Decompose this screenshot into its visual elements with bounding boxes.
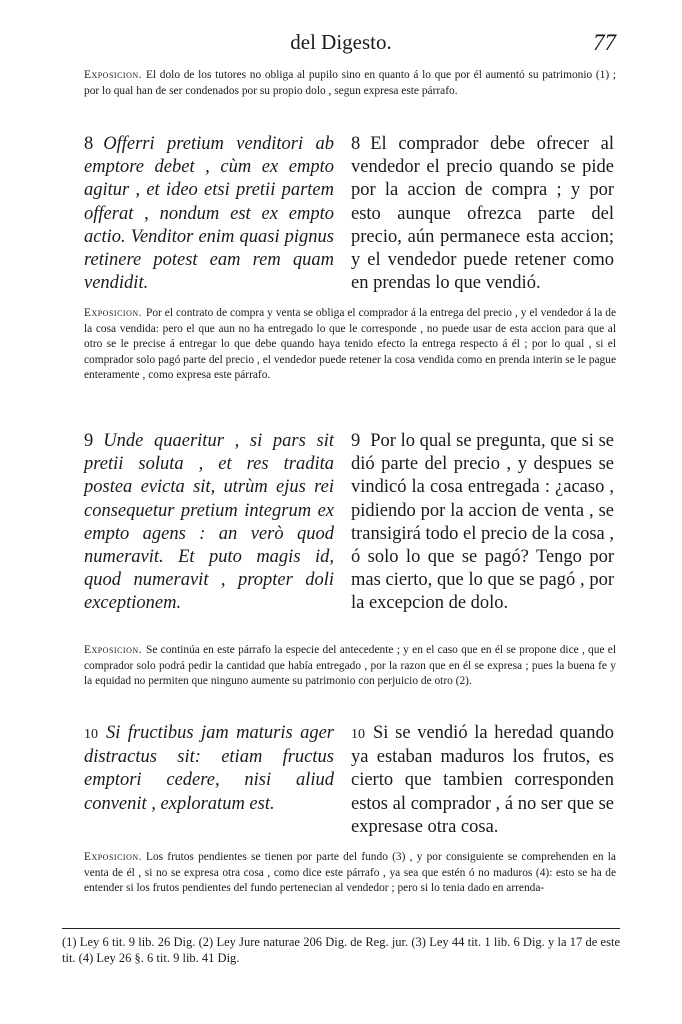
- exposicion-text: Se continúa en este párrafo la especie del antecedente ; y en el caso que en él se propone dice , que el comprador solo podrá pedir la cantidad que había entregado , por la razon que en él se expresa ; pues la buena fe y la equidad no permiten que ninguno aumente su patrimonio con perjuicio de otro (2).: [84, 644, 616, 687]
- latin-body: Si fructibus jam maturis ager distractus sit: etiam fructus emptori cedere, nisi aliud convenit , exploratum est.: [84, 723, 334, 814]
- spanish-text-9: [351, 430, 614, 616]
- spanish-section-number: 9: [351, 431, 361, 451]
- exposicion-paragraph-1: [84, 68, 616, 99]
- page-header: [66, 30, 616, 60]
- exposicion-paragraph-4: [84, 850, 616, 897]
- latin-body: Unde quaeritur , si pars sit pretii soluta , et res tradita postea evicta sit, utrùm ejus rei consequetur pretium integrum ex empto agens : an verò quod numeravit. Et puto magis id, quod numeravit , propter doli exceptionem.: [84, 431, 334, 614]
- exposicion-text: El dolo de los tutores no obliga al pupilo sino en quanto á lo que por él aumentó su patrimonio (1) ; por lo qual han de ser condenados por su propio dolo , segun expresa este párrafo.: [84, 69, 616, 97]
- footnotes: (1) Ley 6 tit. 9 lib. 26 Dig. (2) Ley Jure naturae 206 Dig. de Reg. jur. (3) Ley 44 tit. 1 lib. 6 Dig. y la 17 de este tit. (4) Ley 26 §. 6 tit. 9 lib. 41 Dig.: [62, 935, 620, 965]
- latin-section-number: 9: [84, 431, 94, 451]
- exposicion-text: Por el contrato de compra y venta se obliga el comprador á la entrega del precio , y el vendedor á la de la cosa vendida: pero el que aun no ha entregado lo que le corresponde , no puede usar de esta accion para que al otro se le precise á entregar lo que debe quando haya tenido efecto la entrega respecto á él ; por lo qual , si el comprador solo pagó parte del precio , el vendedor puede retener la cosa vendida como en prenda interin se le pague enteramente , como expresa este párrafo.: [84, 307, 616, 381]
- latin-section-number: 8: [84, 134, 94, 154]
- spanish-section-number: 10: [351, 727, 365, 742]
- spanish-body: Por lo qual se pregunta, que si se dió parte del precio , y despues se vindicó la cosa entregada : ¿acaso , pidiendo por la accion de venta , se transigirá todo el precio de la cosa , ó solo lo que se pagó? Tengo por mas cierto, que lo que se pagó , por la excepcion de dolo.: [351, 431, 615, 614]
- exposicion-paragraph-2: [84, 306, 616, 384]
- spanish-body: Si se vendió la heredad quando ya estaban maduros los frutos, es cierto que tambien corresponden estos al comprador , á no ser que se expresase otra cosa.: [351, 723, 614, 837]
- latin-text-9: [84, 430, 334, 616]
- latin-text-8: [84, 133, 334, 295]
- footnote-divider: [62, 928, 620, 929]
- latin-text-10: [84, 722, 334, 816]
- latin-section-number: 10: [84, 727, 98, 742]
- exposicion-label: Exposicion.: [84, 851, 142, 863]
- exposicion-label: Exposicion.: [84, 307, 142, 319]
- exposicion-label: Exposicion.: [84, 644, 142, 656]
- page-number: 77: [593, 30, 616, 55]
- exposicion-label: Exposicion.: [84, 69, 142, 81]
- exposicion-text: Los frutos pendientes se tienen por parte del fundo (3) , y por consiguiente se comprehenden en la venta de él , si no se expresa otra cosa , como dice este párrafo , ya sea que estén ó no maduros (4): esto se ha de entender si los frutos pendientes del fundo pertenecian al vendedor ; pero si lo tenia dado en arrenda-: [84, 851, 616, 894]
- spanish-text-8: [351, 133, 614, 295]
- spanish-section-number: 8: [351, 134, 361, 154]
- running-title: del Digesto.: [290, 30, 392, 54]
- spanish-text-10: [351, 722, 614, 839]
- spanish-body: El comprador debe ofrecer al vendedor el precio quando se pide por la accion de compra ; y por esto aunque ofrezca parte del precio, aún permanece esta accion; y el vendedor puede retener como en prendas lo que vendió.: [351, 134, 614, 294]
- exposicion-paragraph-3: [84, 643, 616, 690]
- latin-body: Offerri pretium venditori ab emptore debet , cùm ex empto agitur , et ideo etsi pretii partem offerat , nondum est ex empto actio. Venditor enim quasi pignus retinere potest eam rem quam vendidit.: [84, 134, 334, 294]
